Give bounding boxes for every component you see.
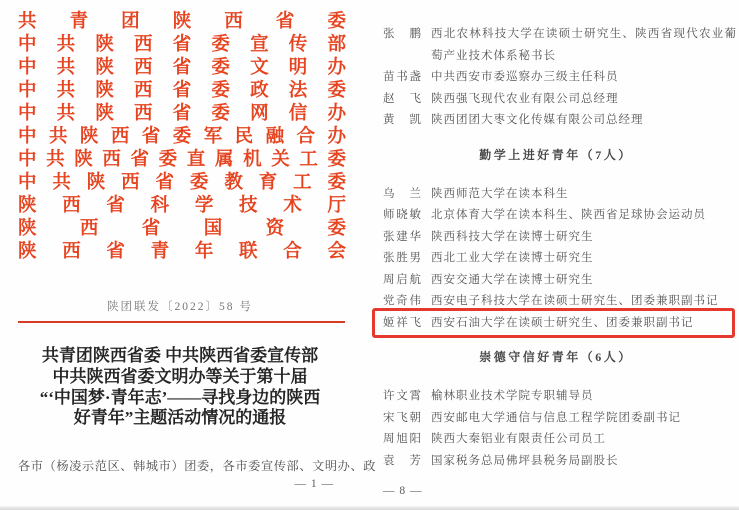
- section-heading-qinxue: 勤学上进好青年（7人）: [479, 147, 633, 162]
- entry-desc: 中共西安市委巡察办三级主任科员: [431, 71, 619, 83]
- entry-desc: 陕西团团大枣文化传媒有限公司总经理: [431, 114, 644, 126]
- entry-name: 许文霄: [383, 390, 421, 402]
- entry-name: 袁 芳: [383, 454, 421, 467]
- entry-name: 苗书盏: [383, 71, 421, 83]
- list-item: [383, 24, 739, 67]
- right-page: [370, 0, 739, 510]
- entry-name: 姬祥飞: [383, 316, 421, 329]
- letterhead-line: 中共陕西省委网信办: [18, 104, 346, 124]
- list-item: [383, 429, 739, 451]
- entry-desc: 陕西科技大学在读博士研究生: [431, 230, 594, 243]
- page-number-right: — 8 —: [383, 485, 423, 497]
- list-item-highlighted: [383, 313, 739, 335]
- list-item: [383, 270, 739, 292]
- entry-name: 乌 兰: [383, 187, 421, 200]
- entry-name: 周旭阳: [383, 433, 421, 445]
- list-item: [383, 248, 739, 270]
- entry-desc: 西安石油大学在读硕士研究生、团委兼职副书记: [431, 316, 694, 329]
- letterhead: [18, 11, 346, 264]
- entry-name: 张 鹏: [383, 28, 421, 40]
- list-item: [383, 451, 739, 473]
- entry-desc: 西安邮电大学通信与信息工程学院团委副书记: [431, 411, 681, 424]
- list-item: [383, 386, 739, 408]
- entry-name: 张胜男: [383, 252, 421, 264]
- entry-desc: 北京体育大学在读本科生、陕西省足球协会运动员: [431, 209, 706, 221]
- document-title-line: 共青团陕西省委 中共陕西省委宣传部: [41, 346, 319, 365]
- list-item: [383, 227, 739, 249]
- scan-edge-line: [0, 506, 739, 510]
- letterhead-line: 陕西省科学技术厅: [18, 196, 346, 216]
- list-item: [383, 67, 739, 89]
- entry-desc: 国家税务总局佛坪县税务局副股长: [431, 454, 619, 467]
- entry-name: 赵 飞: [383, 92, 421, 105]
- letterhead-line: 中共陕西省委教育工委: [18, 173, 346, 193]
- entry-name: 张建华: [383, 230, 421, 243]
- list-item: [383, 408, 739, 430]
- letterhead-line: 陕西省国资委: [18, 219, 346, 239]
- entry-name: 党奇伟: [383, 295, 421, 307]
- entry-desc: 陕西大秦铝业有限责任公司员工: [431, 433, 606, 445]
- entry-desc: 西安电子科技大学在读硕士研究生、团委兼职副书记: [431, 295, 719, 307]
- page-number-left: — 1 —: [294, 478, 334, 490]
- section-heading-chongde: 崇德守信好青年（6人）: [479, 350, 633, 364]
- red-separator-line: [18, 321, 345, 323]
- recipient-line: 各市（杨凌示范区、韩城市）团委，各市委宣传部、文明办、政: [18, 459, 377, 473]
- document-title: [0, 346, 360, 429]
- letterhead-line: 共青团陕西省委: [18, 12, 346, 32]
- letterhead-line: 中共陕西省委文明办: [18, 58, 346, 78]
- entry-name: 宋飞朝: [383, 411, 421, 424]
- entry-desc: 陕西师范大学在读本科生: [431, 187, 569, 200]
- list-item: [383, 291, 739, 313]
- letterhead-line: 中共陕西省委宣传部: [18, 35, 346, 55]
- entry-desc: 陕西强飞现代农业有限公司总经理: [431, 92, 619, 105]
- letterhead-line: 中共陕西省委政法委: [18, 81, 346, 101]
- document-title-line: 好青年”主题活动情况的通报: [73, 408, 287, 428]
- entry-name: 黄 凯: [383, 114, 421, 126]
- entry-name: 周启航: [383, 273, 421, 286]
- letterhead-line: 中共陕西省委军民融合办: [18, 127, 346, 147]
- document-title-line: “‘中国梦·青年志’——寻找身边的陕西: [39, 387, 321, 407]
- entry-name: 师晓敏: [383, 209, 421, 221]
- list-item: [383, 205, 739, 227]
- list-item: [383, 110, 739, 132]
- entry-desc: 西北农林科技大学在读硕士研究生、陕西省现代农业葡萄产业技术体系秘书长: [431, 28, 737, 62]
- list-item: [383, 89, 739, 111]
- entry-desc: 榆林职业技术学院专职辅导员: [431, 390, 594, 402]
- list-item: [383, 184, 739, 206]
- entry-desc: 西安交通大学在读博士研究生: [431, 273, 594, 286]
- document-title-line: 中共陕西省委文明办等关于第十届: [52, 366, 308, 386]
- entry-desc: 西北工业大学在读博士研究生: [431, 252, 594, 264]
- document-number: 陕团联发〔2022〕58 号: [107, 301, 253, 313]
- letterhead-line: 陕西省青年联合会: [18, 242, 346, 262]
- letterhead-line: 中共陕西省委直属机关工委: [18, 150, 346, 170]
